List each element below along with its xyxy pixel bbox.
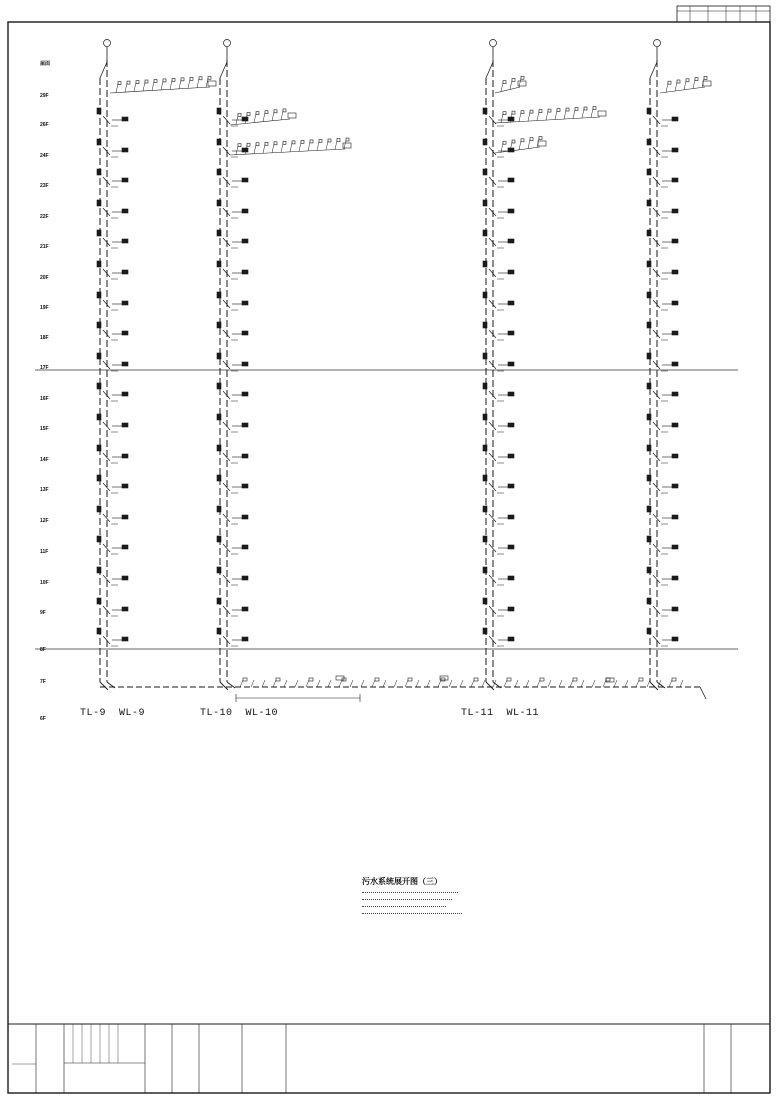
floor-level-label: 26F — [40, 122, 49, 128]
drawing-border — [8, 22, 770, 1093]
floor-level-label: 屋面 — [40, 61, 51, 67]
riser-group — [97, 40, 678, 691]
floor-level-label: 7F — [40, 679, 46, 685]
floor-level-label: 29F — [40, 93, 49, 99]
floor-level-label: 6F — [40, 716, 46, 722]
floor-level-label: 17F — [40, 365, 49, 371]
riser-label-tl10: TL-10 WL-10 — [200, 708, 279, 719]
floor-level-label: 13F — [40, 487, 49, 493]
floor-level-label: 12F — [40, 518, 49, 524]
riser-1 — [97, 40, 128, 691]
floor-level-label: 10F — [40, 580, 49, 586]
floor-level-label: 24F — [40, 153, 49, 159]
floor-level-label: 11F — [40, 549, 49, 555]
riser-3 — [483, 40, 514, 691]
riser-4 — [647, 40, 678, 691]
riser-2 — [217, 40, 248, 691]
title-block — [8, 1024, 770, 1093]
drawing-title: 污水系统展开图（三） — [362, 877, 442, 886]
floor-level-label: 8F — [40, 647, 46, 653]
floor-level-label: 21F — [40, 244, 49, 250]
collector-pipe — [100, 687, 706, 702]
floor-level-label: 15F — [40, 426, 49, 432]
floor-level-label: 18F — [40, 335, 49, 341]
floor-level-label: 22F — [40, 214, 49, 220]
floor-level-label: 16F — [40, 396, 49, 402]
floor-level-label: 23F — [40, 183, 49, 189]
floor-level-label: 9F — [40, 610, 46, 616]
floor-level-label: 19F — [40, 305, 49, 311]
riser-label-tl9: TL-9 WL-9 — [80, 708, 146, 719]
drawing-notes — [362, 888, 462, 916]
floor-level-label: 14F — [40, 457, 49, 463]
revision-block — [677, 6, 770, 22]
fixture-branches — [110, 76, 711, 687]
riser-label-tl11: TL-11 WL-11 — [461, 708, 540, 719]
floor-level-label: 20F — [40, 275, 49, 281]
